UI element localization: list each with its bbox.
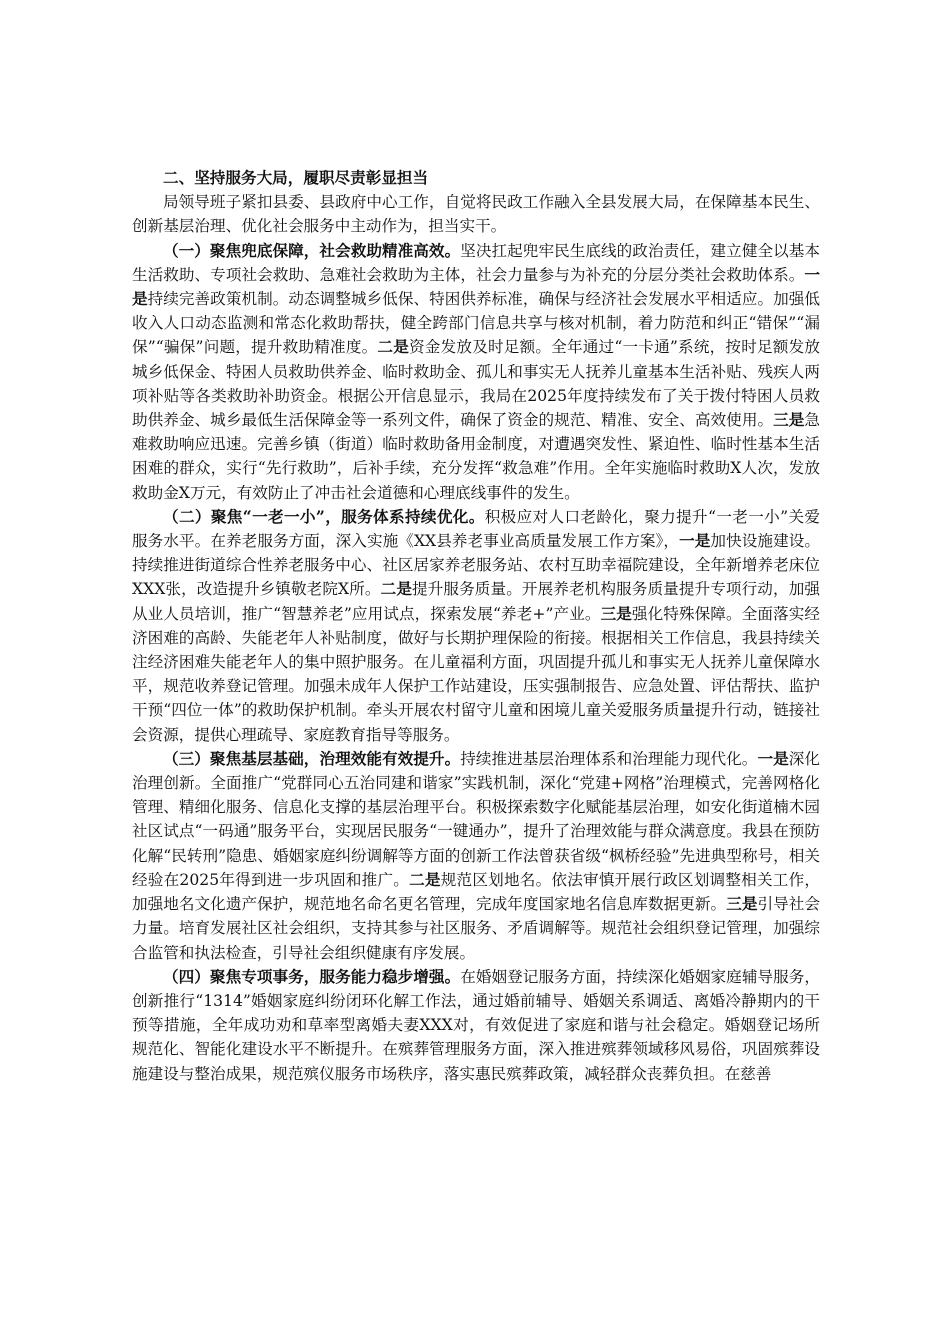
- paragraph-text: 加快设施建设。持续推进街道综合性养老服务中心、社区居家养老服务站、农村互助幸福院建设，全年新增养老床位XXX张，改造提升乡镇敬老院X所。: [132, 532, 820, 599]
- paragraph-text: 引导社会力量。培育发展社区社会组织，支持其参与社区服务、矛盾调解等。规范社会组织登记管理，加强综合监管和执法检查，引导社会组织健康有序发展。: [132, 895, 820, 962]
- paragraph-text: 急难救助响应迅速。完善乡镇（街道）临时救助备用金制度，对遭遇突发性、紧迫性、临时性基本生活困难的群众，实行“先行救助”，后补手续，充分发挥“救急难”作用。全年实施临时救助X人次，发放救助金X万元，有效防止了冲击社会道德和心理底线事件的发生。: [132, 411, 820, 502]
- paragraph-text: 坚决扛起兜牢民生底线的政治责任，建立健全以基本生活救助、专项社会救助、急难社会救助为主体，社会力量参与为补充的分层分类社会救助体系。: [132, 241, 820, 284]
- paragraph-grassroots-governance: [132, 747, 820, 965]
- paragraph-text: 提升服务质量。开展养老机构服务质量提升专项行动，加强从业人员培训，推广“智慧养老”应用试点，探索发展“养老+”产业。: [132, 580, 820, 623]
- intro-paragraph: 局领导班子紧扣县委、县政府中心工作，自觉将民政工作融入全县发展大局，在保障基本民生、创新基层治理、优化社会服务中主动作为，担当实干。: [132, 193, 820, 236]
- paragraph-text: 强化特殊保障。全面落实经济困难的高龄、失能老年人补贴制度，做好与长期护理保险的衔接。根据相关工作信息，我县持续关注经济困难失能老年人的集中照护服务。在儿童福利方面，巩固提升孤儿和事实无人抚养儿童保障水平，规范收养登记管理。加强未成年人保护工作站建设，压实强制报告、应急处置、评估帮扶、监护干预“四位一体”的救助保护机制。牵头开展农村留守儿童和困境儿童关爱服务质量提升行动，链接社会资源，提供心理疏导、家庭教育指导等服务。: [132, 604, 820, 744]
- point-marker: 二是: [377, 337, 410, 357]
- point-marker: 一是: [679, 531, 711, 551]
- paragraph-lead: （四）聚焦专项事务，服务能力稳步增强。: [163, 966, 461, 986]
- paragraph-text: 资金发放及时足额。全年通过“一卡通”系统，按时足额发放城乡低保金、特困人员救助供养金、临时救助金、孤儿和事实无人抚养儿童基本生活补贴、残疾人两项补贴等各类救助补助资金。根据公开信息显示，我局在2025年度持续发布了关于拨付特困人员救助供养金、城乡最低生活保障金等一系列文件，确保了资金的规范、精准、安全、高效使用。: [132, 338, 820, 430]
- paragraph-text: 规范区划地名。依法审慎开展行政区划调整相关工作，加强地名文化遗产保护，规范地名命名更名管理，完成年度国家地名信息库数据更新。: [132, 870, 820, 914]
- point-marker: 三是: [726, 894, 758, 914]
- paragraph-text: 在婚姻登记服务方面，持续深化婚姻家庭辅导服务，创新推行“1314”婚姻家庭纠纷闭环化解工作法，通过婚前辅导、婚姻关系调适、离婚冷静期内的干预等措施，全年成功劝和草率型离婚夫妻XXX对，有效促进了家庭和谐与社会稳定。婚姻登记场所规范化、智能化建设水平不断提升。在殡葬管理服务方面，深入推进殡葬领域移风易俗，巩固殡葬设施建设与整治成果，规范殡仪服务市场秩序，落实惠民殡葬政策，减轻群众丧葬负担。在慈善: [132, 967, 820, 1083]
- paragraph-social-assistance: [132, 239, 820, 505]
- point-marker: 二是: [380, 579, 413, 599]
- paragraph-lead: （二）聚焦“一老一小”，服务体系持续优化。: [163, 506, 485, 526]
- paragraph-special-affairs: [132, 965, 820, 1086]
- point-marker: 三是: [773, 410, 805, 430]
- paragraph-lead: （三）聚焦基层基础，治理效能有效提升。: [163, 748, 461, 768]
- paragraph-text: 持续推进基层治理体系和治理能力现代化。: [460, 749, 758, 768]
- section-heading: 二、坚持服务大局，履职尽责彰显担当: [163, 168, 429, 187]
- paragraph-elderly-children: [132, 505, 820, 747]
- point-marker: 三是: [600, 603, 632, 623]
- point-marker: 一是: [757, 748, 789, 768]
- paragraph-text: 积极应对人口老龄化，聚力提升“一老一小”关爱服务水平。在养老服务方面，深入实施《XX县养老事业高质量发展工作方案》，: [132, 507, 820, 551]
- paragraph-lead: （一）聚焦兜底保障，社会救助精准高效。: [163, 240, 461, 260]
- paragraph-text: 深化治理创新。全面推广“党群同心五治同建和谐家”实践机制，深化“党建+网格”治理模式，完善网格化管理、精细化服务、信息化支撑的基层治理平台。积极探索数字化赋能基层治理，如安化街道楠木园社区试点“一码通”服务平台，实现居民服务“一键通办”，提升了治理效能与群众满意度。我县在预防化解“民转刑”隐患、婚姻家庭纠纷调解等方面的创新工作法曾获省级“枫桥经验”先进典型称号，相关经验在2025年得到进一步巩固和推广。: [132, 749, 820, 889]
- paragraph-text: 持续完善政策机制。动态调整城乡低保、特困供养标准，确保与经济社会发展水平相适应。加强低收入人口动态监测和常态化救助帮扶，健全跨部门信息共享与核对机制，着力防范和纠正“错保”“漏保”“骗保”问题，提升救助精准度。: [132, 290, 820, 357]
- point-marker: 一是: [132, 264, 820, 309]
- document-page: [132, 166, 820, 1086]
- point-marker: 二是: [409, 869, 441, 889]
